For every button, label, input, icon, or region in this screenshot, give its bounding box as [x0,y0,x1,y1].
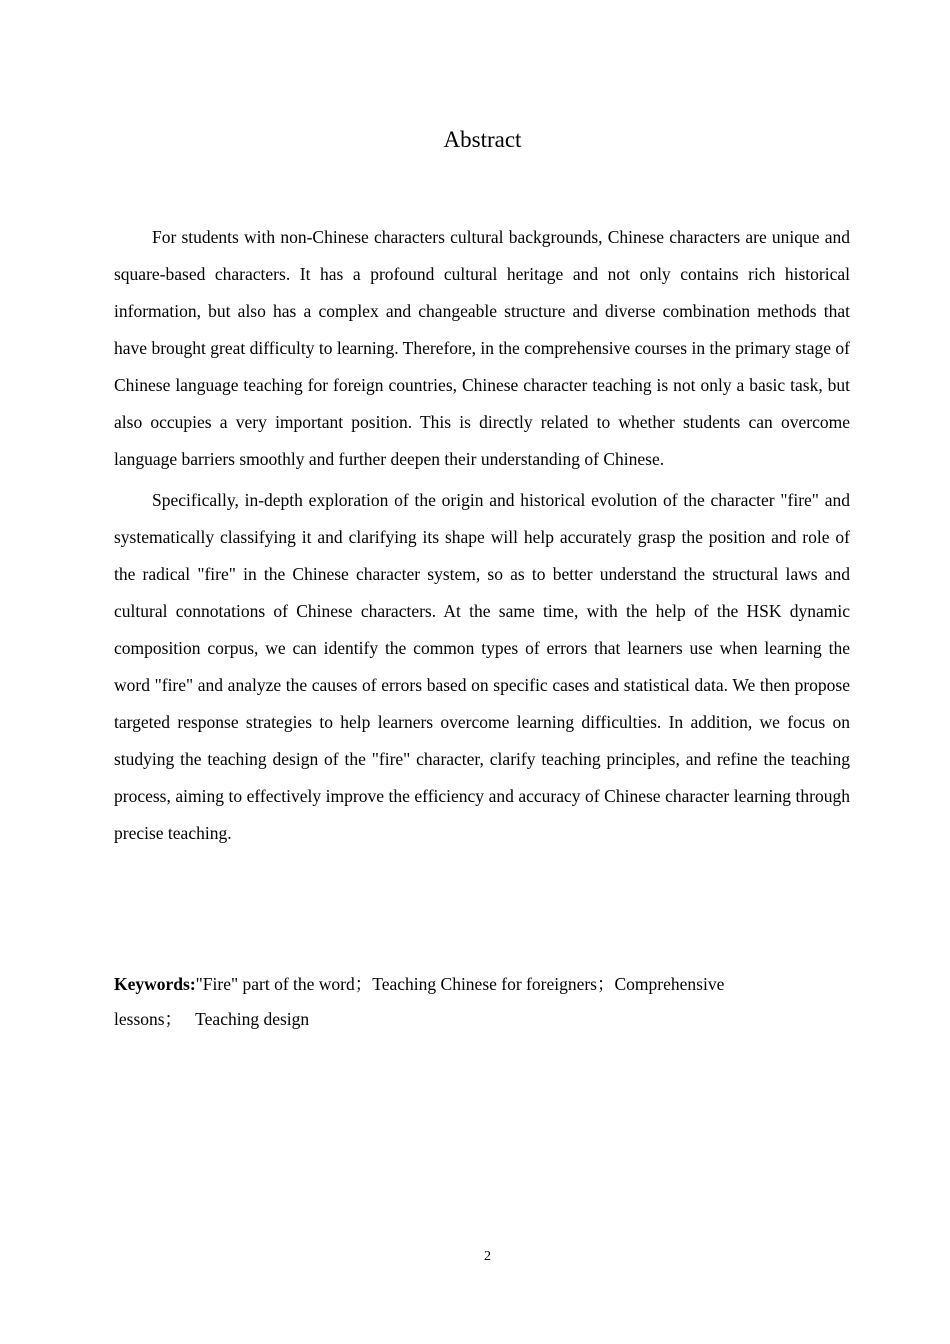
keywords-label: Keywords: [114,974,196,994]
keywords-line-1 [114,967,814,1002]
abstract-title: Abstract [443,127,522,152]
page-number: 2 [484,1249,491,1264]
abstract-paragraph-1: For students with non-Chinese characters cultural backgrounds, Chinese characters are unique and square-based characters. It has a profound cultural heritage and not only contains rich historical information, but also has a complex and changeable structure and diverse combination methods that have brought great difficulty to learning. Therefore, in the comprehensive courses in the primary stage of Chinese language teaching for foreign countries, Chinese character teaching is not only a basic task, but also occupies a very important position. This is directly related to whether students can overcome language barriers smoothly and further deepen their understanding of Chinese. [114,227,850,469]
keywords-text-1: "Fire" part of the word；Teaching Chinese for foreigners；Comprehensive [195,974,725,994]
keywords-block [114,967,814,1037]
abstract-body [114,219,850,852]
abstract-paragraph-2: Specifically, in-depth exploration of the origin and historical evolution of the character "fire" and systematically classifying it and clarifying its shape will help accurately grasp the position and role of the radical "fire" in the Chinese character system, so as to better understand the structural laws and cultural connotations of Chinese characters. At the same time, with the help of the HSK dynamic composition corpus, we can identify the common types of errors that learners use when learning the word "fire" and analyze the causes of errors based on specific cases and statistical data. We then propose targeted response strategies to help learners overcome learning difficulties. In addition, we focus on studying the teaching design of the "fire" character, clarify teaching principles, and refine the teaching process, aiming to effectively improve the efficiency and accuracy of Chinese character learning through precise teaching. [114,490,850,843]
keywords-line-2: lessons； Teaching design [114,1009,310,1029]
